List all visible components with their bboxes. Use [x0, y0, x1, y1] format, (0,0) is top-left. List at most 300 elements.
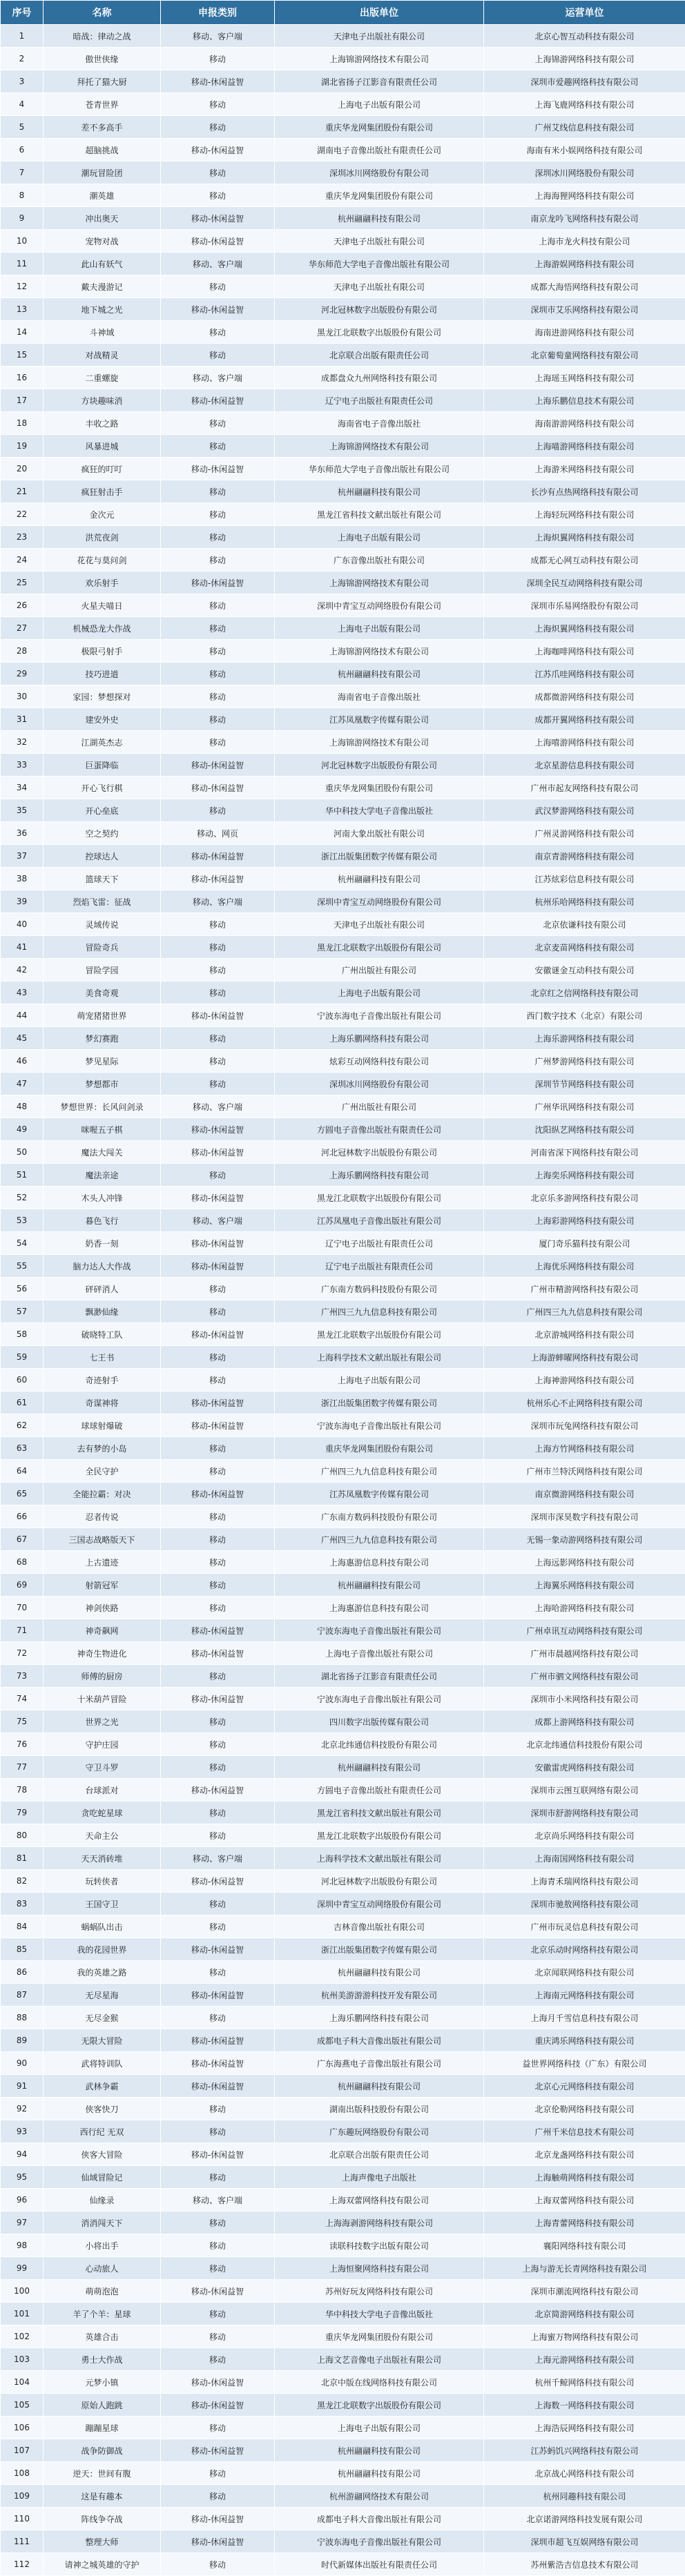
cell-operator: 深圳市舒游网络科技有限公司: [484, 1802, 685, 1824]
cell-category: 移动: [161, 93, 275, 116]
cell-category: 移动: [161, 2234, 275, 2257]
cell-operator: 北京简游网络科技有限公司: [484, 2303, 685, 2325]
cell-category: 移动-休闲益智: [161, 458, 275, 480]
cell-name: 整理大师: [44, 2530, 161, 2553]
cell-index: 81: [1, 1847, 44, 1870]
cell-index: 33: [1, 754, 44, 777]
table-row: [1, 1961, 685, 1984]
cell-publisher: 上海声像电子出版社: [275, 2166, 484, 2189]
cell-publisher: 黑龙江省科技文献出版社有限公司: [275, 1802, 484, 1824]
cell-name: 西行纪 无双: [44, 2120, 161, 2143]
cell-index: 38: [1, 868, 44, 890]
cell-index: 46: [1, 1050, 44, 1073]
cell-index: 44: [1, 1004, 44, 1027]
cell-index: 72: [1, 1642, 44, 1665]
cell-name: 控球达人: [44, 845, 161, 868]
cell-publisher: 苏州好玩友网络科技有限公司: [275, 2280, 484, 2303]
cell-name: 梦见星际: [44, 1050, 161, 1073]
cell-publisher: 天津电子出版社有限公司: [275, 913, 484, 936]
table-row: [1, 822, 685, 845]
table-row: [1, 1870, 685, 1893]
cell-category: 移动、客户端: [161, 25, 275, 48]
cell-name: 十米葫芦冒险: [44, 1688, 161, 1710]
cell-operator: 上海游娱网络科技有限公司: [484, 253, 685, 275]
cell-operator: 上海海狸网络科技有限公司: [484, 184, 685, 207]
cell-category: 移动: [161, 2417, 275, 2439]
cell-category: 移动、客户端: [161, 1847, 275, 1870]
table-row: [1, 93, 685, 116]
cell-index: 93: [1, 2120, 44, 2143]
cell-operator: 北京葡萄童网络科技有限公司: [484, 344, 685, 367]
table-row: [1, 640, 685, 663]
table-row: [1, 1915, 685, 1938]
cell-publisher: 辽宁电子出版社有限责任公司: [275, 389, 484, 412]
table-row: [1, 731, 685, 754]
table-row: [1, 1437, 685, 1460]
cell-operator: 广州市精游网络科技有限公司: [484, 1278, 685, 1300]
table-row: [1, 526, 685, 549]
cell-operator: 武汉梦游网络科技有限公司: [484, 799, 685, 822]
cell-category: 移动: [161, 2166, 275, 2189]
cell-publisher: 华中科技大学电子音像出版社: [275, 799, 484, 822]
table-row: [1, 2371, 685, 2394]
cell-index: 109: [1, 2485, 44, 2508]
cell-name: 心动旅人: [44, 2257, 161, 2280]
cell-publisher: 上海乐鹏网络科技有限公司: [275, 2007, 484, 2029]
cell-operator: 深圳市驰敖网络科技有限公司: [484, 1893, 685, 1915]
cell-index: 20: [1, 458, 44, 480]
cell-operator: 广州市驷文网络科技有限公司: [484, 1665, 685, 1688]
cell-index: 60: [1, 1369, 44, 1392]
cell-publisher: 广州出版社有限公司: [275, 959, 484, 982]
header-index: 序号: [1, 1, 44, 25]
cell-publisher: 上海电子出版有限公司: [275, 1369, 484, 1392]
cell-operator: 北京麦苗网络科技有限公司: [484, 936, 685, 959]
cell-index: 69: [1, 1574, 44, 1597]
cell-operator: 沈阳纵艺网络科技有限公司: [484, 1118, 685, 1141]
table-row: [1, 2075, 685, 2098]
cell-name: 全民守护: [44, 1460, 161, 1483]
cell-operator: 苏州紫浩吉信息技术有限公司: [484, 2553, 685, 2576]
cell-publisher: 天津电子出版社有限公司: [275, 230, 484, 253]
cell-index: 85: [1, 1938, 44, 1961]
table-row: [1, 2508, 685, 2530]
cell-category: 移动: [161, 1505, 275, 1528]
cell-operator: 深圳市云图互联网络有限公司: [484, 1779, 685, 1802]
cell-category: 移动-休闲益智: [161, 2439, 275, 2462]
table-row: [1, 230, 685, 253]
table-row: [1, 412, 685, 435]
cell-index: 91: [1, 2075, 44, 2098]
cell-publisher: 湖北省扬子江影音有限责任公司: [275, 70, 484, 93]
table-row: [1, 162, 685, 184]
cell-operator: 深圳市潮流网络科技有限公司: [484, 2280, 685, 2303]
cell-name: 这是有趣本: [44, 2485, 161, 2508]
cell-name: 忍者传说: [44, 1505, 161, 1528]
cell-operator: 北京诺游网络科技发展有限公司: [484, 2508, 685, 2530]
cell-name: 烈焰飞雷：征战: [44, 890, 161, 913]
cell-index: 103: [1, 2348, 44, 2371]
table-row: [1, 389, 685, 412]
cell-publisher: 杭州翮翮科技有限公司: [275, 868, 484, 890]
cell-name: 神剑侠路: [44, 1597, 161, 1619]
cell-name: 超脑挑战: [44, 139, 161, 162]
cell-name: 台球派对: [44, 1779, 161, 1802]
cell-index: 59: [1, 1346, 44, 1369]
cell-category: 移动: [161, 1733, 275, 1756]
cell-category: 移动、网页: [161, 822, 275, 845]
cell-operator: 广州市兰特沃网络科技有限公司: [484, 1460, 685, 1483]
cell-operator: 北京伦勒网络科技有限公司: [484, 2098, 685, 2120]
cell-category: 移动-休闲益智: [161, 2029, 275, 2052]
cell-name: 巨蛋降临: [44, 754, 161, 777]
cell-name: 蜗蜗队出击: [44, 1915, 161, 1938]
cell-name: 木头人冲锋: [44, 1187, 161, 1209]
table-row: [1, 2120, 685, 2143]
cell-name: 花花与莫问剑: [44, 549, 161, 572]
table-row: [1, 982, 685, 1004]
cell-category: 移动: [161, 2303, 275, 2325]
cell-category: 移动、客户端: [161, 367, 275, 389]
cell-category: 移动: [161, 435, 275, 458]
cell-name: 仙域冒险记: [44, 2166, 161, 2189]
cell-category: 移动: [161, 594, 275, 617]
cell-index: 4: [1, 93, 44, 116]
table-row: [1, 503, 685, 526]
table-row: [1, 1574, 685, 1597]
cell-operator: 无锡一象动游网络科技有限公司: [484, 1528, 685, 1551]
cell-index: 55: [1, 1255, 44, 1278]
cell-category: 移动: [161, 617, 275, 640]
cell-category: 移动-休闲益智: [161, 572, 275, 594]
cell-index: 11: [1, 253, 44, 275]
cell-name: 傲世侠缘: [44, 48, 161, 70]
cell-category: 移动: [161, 549, 275, 572]
cell-index: 92: [1, 2098, 44, 2120]
cell-category: 移动: [161, 2212, 275, 2234]
cell-index: 9: [1, 207, 44, 230]
cell-index: 13: [1, 298, 44, 321]
table-row: [1, 1095, 685, 1118]
cell-category: 移动-休闲益智: [161, 389, 275, 412]
cell-category: 移动: [161, 1300, 275, 1323]
cell-operator: 成都上游网络科技有限公司: [484, 1710, 685, 1733]
cell-publisher: 上海科学技术文献出版社有限公司: [275, 1847, 484, 1870]
cell-name: 勇士大作战: [44, 2348, 161, 2371]
cell-publisher: 湖南出版科技股份有限公司: [275, 2098, 484, 2120]
cell-name: 砰砰消人: [44, 1278, 161, 1300]
cell-publisher: 辽宁电子出版社有限责任公司: [275, 1232, 484, 1255]
cell-index: 110: [1, 2508, 44, 2530]
cell-publisher: 宁波东海电子音像出版社有限公司: [275, 1688, 484, 1710]
table-row: [1, 663, 685, 685]
table-row: [1, 1004, 685, 1027]
cell-publisher: 炫彩互动网络科技有限公司: [275, 1050, 484, 1073]
cell-operator: 北京星游信息科技有限公司: [484, 754, 685, 777]
cell-index: 95: [1, 2166, 44, 2189]
table-body: [1, 25, 685, 2576]
cell-publisher: 杭州翮翮科技有限公司: [275, 480, 484, 503]
cell-category: 移动-休闲益智: [161, 139, 275, 162]
cell-category: 移动: [161, 1164, 275, 1187]
table-row: [1, 2303, 685, 2325]
cell-category: 移动: [161, 275, 275, 298]
cell-operator: 安徽谜金互动科技有限公司: [484, 959, 685, 982]
cell-name: 飘渺仙缘: [44, 1300, 161, 1323]
cell-category: 移动: [161, 1802, 275, 1824]
cell-publisher: 河北冠林数字出版股份有限公司: [275, 1870, 484, 1893]
cell-index: 100: [1, 2280, 44, 2303]
cell-operator: 北京心元网络科技有限公司: [484, 2075, 685, 2098]
cell-index: 45: [1, 1027, 44, 1050]
cell-publisher: 广州四三九九信息科技有限公司: [275, 1300, 484, 1323]
cell-operator: 海南游游网络科技有限公司: [484, 412, 685, 435]
cell-index: 64: [1, 1460, 44, 1483]
cell-category: 移动-休闲益智: [161, 1004, 275, 1027]
table-row: [1, 1779, 685, 1802]
cell-operator: 南京青游网络科技有限公司: [484, 845, 685, 868]
cell-publisher: 天津电子出版社有限公司: [275, 25, 484, 48]
cell-category: 移动: [161, 48, 275, 70]
cell-index: 39: [1, 890, 44, 913]
cell-category: 移动-休闲益智: [161, 1619, 275, 1642]
cell-index: 89: [1, 2029, 44, 2052]
table-row: [1, 458, 685, 480]
table-row: [1, 2462, 685, 2485]
cell-category: 移动-休闲益智: [161, 1414, 275, 1437]
cell-operator: 成都无心网互动科技有限公司: [484, 549, 685, 572]
cell-operator: 上海彩游网络科技有限公司: [484, 1209, 685, 1232]
cell-index: 34: [1, 777, 44, 799]
cell-index: 97: [1, 2212, 44, 2234]
cell-name: 潮英雄: [44, 184, 161, 207]
cell-name: 神奇飙网: [44, 1619, 161, 1642]
cell-operator: 上海咖啡网络科技有限公司: [484, 640, 685, 663]
table-row: [1, 2212, 685, 2234]
cell-name: 无尽星海: [44, 1984, 161, 2007]
cell-category: 移动: [161, 1050, 275, 1073]
cell-operator: 海南进游网络科技有限公司: [484, 321, 685, 344]
cell-index: 63: [1, 1437, 44, 1460]
cell-name: 斗神域: [44, 321, 161, 344]
cell-index: 32: [1, 731, 44, 754]
cell-index: 42: [1, 959, 44, 982]
cell-index: 49: [1, 1118, 44, 1141]
cell-name: 咪喔五子棋: [44, 1118, 161, 1141]
cell-operator: 深圳市小米网络科技有限公司: [484, 1688, 685, 1710]
cell-index: 73: [1, 1665, 44, 1688]
cell-category: 移动: [161, 2553, 275, 2576]
cell-name: 开心飞行棋: [44, 777, 161, 799]
table-row: [1, 1050, 685, 1073]
cell-category: 移动: [161, 2462, 275, 2485]
table-row: [1, 2143, 685, 2166]
cell-name: 战争防御战: [44, 2439, 161, 2462]
cell-name: 蹦蹦星球: [44, 2417, 161, 2439]
cell-category: 移动-休闲益智: [161, 1118, 275, 1141]
cell-operator: 深圳冰川网络股份有限公司: [484, 162, 685, 184]
cell-publisher: 黑龙江省科技文献出版社有限公司: [275, 503, 484, 526]
cell-category: 移动: [161, 982, 275, 1004]
cell-operator: 广州华讯网络科技有限公司: [484, 1095, 685, 1118]
cell-publisher: 北京联合出版有限责任公司: [275, 344, 484, 367]
cell-name: 请神之城英雄的守护: [44, 2553, 161, 2576]
cell-index: 1: [1, 25, 44, 48]
cell-operator: 上海方竹网络科技有限公司: [484, 1437, 685, 1460]
cell-index: 87: [1, 1984, 44, 2007]
cell-index: 36: [1, 822, 44, 845]
cell-name: 英雄合击: [44, 2325, 161, 2348]
cell-category: 移动-休闲益智: [161, 1483, 275, 1505]
table-row: [1, 2166, 685, 2189]
table-row: [1, 1369, 685, 1392]
cell-publisher: 海南省电子音像出版社: [275, 412, 484, 435]
table-row: [1, 1278, 685, 1300]
cell-publisher: 宁波东海电子音像出版社有限公司: [275, 1414, 484, 1437]
cell-index: 21: [1, 480, 44, 503]
cell-publisher: 上海乐鹏网络科技有限公司: [275, 1027, 484, 1050]
cell-operator: 广州梦游网络科技有限公司: [484, 1050, 685, 1073]
cell-category: 移动-休闲益智: [161, 1938, 275, 1961]
cell-name: 开心垒底: [44, 799, 161, 822]
cell-operator: 重庆鸿乐网络科技有限公司: [484, 2029, 685, 2052]
cell-publisher: 北京北纬通信科技股份有限公司: [275, 1733, 484, 1756]
table-row: [1, 1323, 685, 1346]
cell-name: 无尽金猴: [44, 2007, 161, 2029]
cell-operator: 广州卓讯互动网络科技有限公司: [484, 1619, 685, 1642]
cell-index: 76: [1, 1733, 44, 1756]
table-row: [1, 1597, 685, 1619]
cell-publisher: 上海电子音像出版社有限公司: [275, 1642, 484, 1665]
table-row: [1, 1893, 685, 1915]
cell-operator: 上海哈游网络科技有限公司: [484, 1597, 685, 1619]
cell-index: 99: [1, 2257, 44, 2280]
cell-operator: 襄阳网络科技有限公司: [484, 2234, 685, 2257]
table-row: [1, 1141, 685, 1164]
cell-publisher: 北京中版在线网络科技有限公司: [275, 2371, 484, 2394]
cell-publisher: 广东南方数码科技股份有限公司: [275, 1278, 484, 1300]
cell-publisher: 上海锦游网络技术有限公司: [275, 640, 484, 663]
cell-operator: 深圳市深昊数字科技有限公司: [484, 1505, 685, 1528]
cell-publisher: 上海锦游网络技术有限公司: [275, 572, 484, 594]
cell-name: 梦想都市: [44, 1073, 161, 1095]
table-row: [1, 207, 685, 230]
cell-category: 移动: [161, 663, 275, 685]
cell-name: 美食奇观: [44, 982, 161, 1004]
cell-name: 二重螺旋: [44, 367, 161, 389]
cell-index: 77: [1, 1756, 44, 1779]
cell-index: 3: [1, 70, 44, 93]
cell-name: 对战精灵: [44, 344, 161, 367]
cell-category: 移动、客户端: [161, 253, 275, 275]
cell-operator: 成都微游网络科技有限公司: [484, 685, 685, 708]
cell-name: 火星夫喵日: [44, 594, 161, 617]
cell-index: 28: [1, 640, 44, 663]
cell-name: 技巧进道: [44, 663, 161, 685]
table-row: [1, 253, 685, 275]
table-row: [1, 754, 685, 777]
cell-index: 50: [1, 1141, 44, 1164]
cell-publisher: 海南省电子音像出版社: [275, 685, 484, 708]
cell-operator: 广州灵游网络科技有限公司: [484, 822, 685, 845]
cell-name: 守护庄园: [44, 1733, 161, 1756]
cell-operator: 上海蜜万物网络科技有限公司: [484, 2325, 685, 2348]
cell-category: 移动-休闲益智: [161, 1688, 275, 1710]
cell-index: 112: [1, 2553, 44, 2576]
cell-operator: 上海南元网络科技有限公司: [484, 1984, 685, 2007]
cell-name: 神奇生物进化: [44, 1642, 161, 1665]
cell-operator: 上海瑶玉网络科技有限公司: [484, 367, 685, 389]
table-row: [1, 2257, 685, 2280]
cell-operator: 成都大海悟网络科技有限公司: [484, 275, 685, 298]
cell-name: 魔法大闯关: [44, 1141, 161, 1164]
cell-category: 移动: [161, 1574, 275, 1597]
table-row: [1, 685, 685, 708]
cell-operator: 北京依谦科技有限公司: [484, 913, 685, 936]
cell-publisher: 宁波东海电子音像出版社有限公司: [275, 2530, 484, 2553]
cell-index: 10: [1, 230, 44, 253]
cell-category: 移动-休闲益智: [161, 1642, 275, 1665]
cell-operator: 北京乐动时网络科技有限公司: [484, 1938, 685, 1961]
cell-publisher: 方圆电子音像出版社有限责任公司: [275, 1118, 484, 1141]
cell-operator: 上海游米网络科技有限公司: [484, 458, 685, 480]
cell-name: 冲出奥天: [44, 207, 161, 230]
cell-name: 七王书: [44, 1346, 161, 1369]
table-row: [1, 2280, 685, 2303]
cell-name: 原始人跑跳: [44, 2394, 161, 2417]
cell-publisher: 上海电子出版有限公司: [275, 2417, 484, 2439]
cell-index: 47: [1, 1073, 44, 1095]
cell-publisher: 上海惠游信息科技有限公司: [275, 1551, 484, 1574]
cell-publisher: 北京联合出版有限责任公司: [275, 2143, 484, 2166]
cell-name: 魔法亲途: [44, 1164, 161, 1187]
cell-index: 94: [1, 2143, 44, 2166]
cell-index: 26: [1, 594, 44, 617]
cell-name: 我的花园世界: [44, 1938, 161, 1961]
cell-index: 25: [1, 572, 44, 594]
header-row: [1, 1, 685, 25]
table-row: [1, 1528, 685, 1551]
cell-index: 37: [1, 845, 44, 868]
cell-name: 小将出手: [44, 2234, 161, 2257]
cell-operator: 广州市起友网络科技有限公司: [484, 777, 685, 799]
cell-publisher: 重庆华龙网集团股份有限公司: [275, 2325, 484, 2348]
cell-operator: 上海南国网络科技有限公司: [484, 1847, 685, 1870]
cell-name: 元梦小镇: [44, 2371, 161, 2394]
cell-publisher: 杭州游翮网络技术有限公司: [275, 2485, 484, 2508]
cell-category: 移动: [161, 2120, 275, 2143]
cell-operator: 广州市晨越网络科技有限公司: [484, 1642, 685, 1665]
cell-category: 移动: [161, 1756, 275, 1779]
table-row: [1, 1505, 685, 1528]
cell-name: 风暴进城: [44, 435, 161, 458]
cell-category: 移动: [161, 1665, 275, 1688]
cell-publisher: 华东师范大学电子音像出版社有限公司: [275, 458, 484, 480]
cell-name: 暮色飞行: [44, 1209, 161, 1232]
cell-operator: 成都开翼网络科技有限公司: [484, 708, 685, 731]
table-row: [1, 845, 685, 868]
cell-operator: 上海轻玩网络科技有限公司: [484, 503, 685, 526]
table-row: [1, 2325, 685, 2348]
cell-publisher: 天津电子出版社有限公司: [275, 275, 484, 298]
cell-operator: 西门数字技术（北京）有限公司: [484, 1004, 685, 1027]
cell-category: 移动: [161, 321, 275, 344]
cell-name: 潮玩冒险团: [44, 162, 161, 184]
cell-category: 移动: [161, 1437, 275, 1460]
cell-category: 移动、客户端: [161, 2189, 275, 2212]
cell-publisher: 上海电子出版有限公司: [275, 93, 484, 116]
table-row: [1, 1460, 685, 1483]
